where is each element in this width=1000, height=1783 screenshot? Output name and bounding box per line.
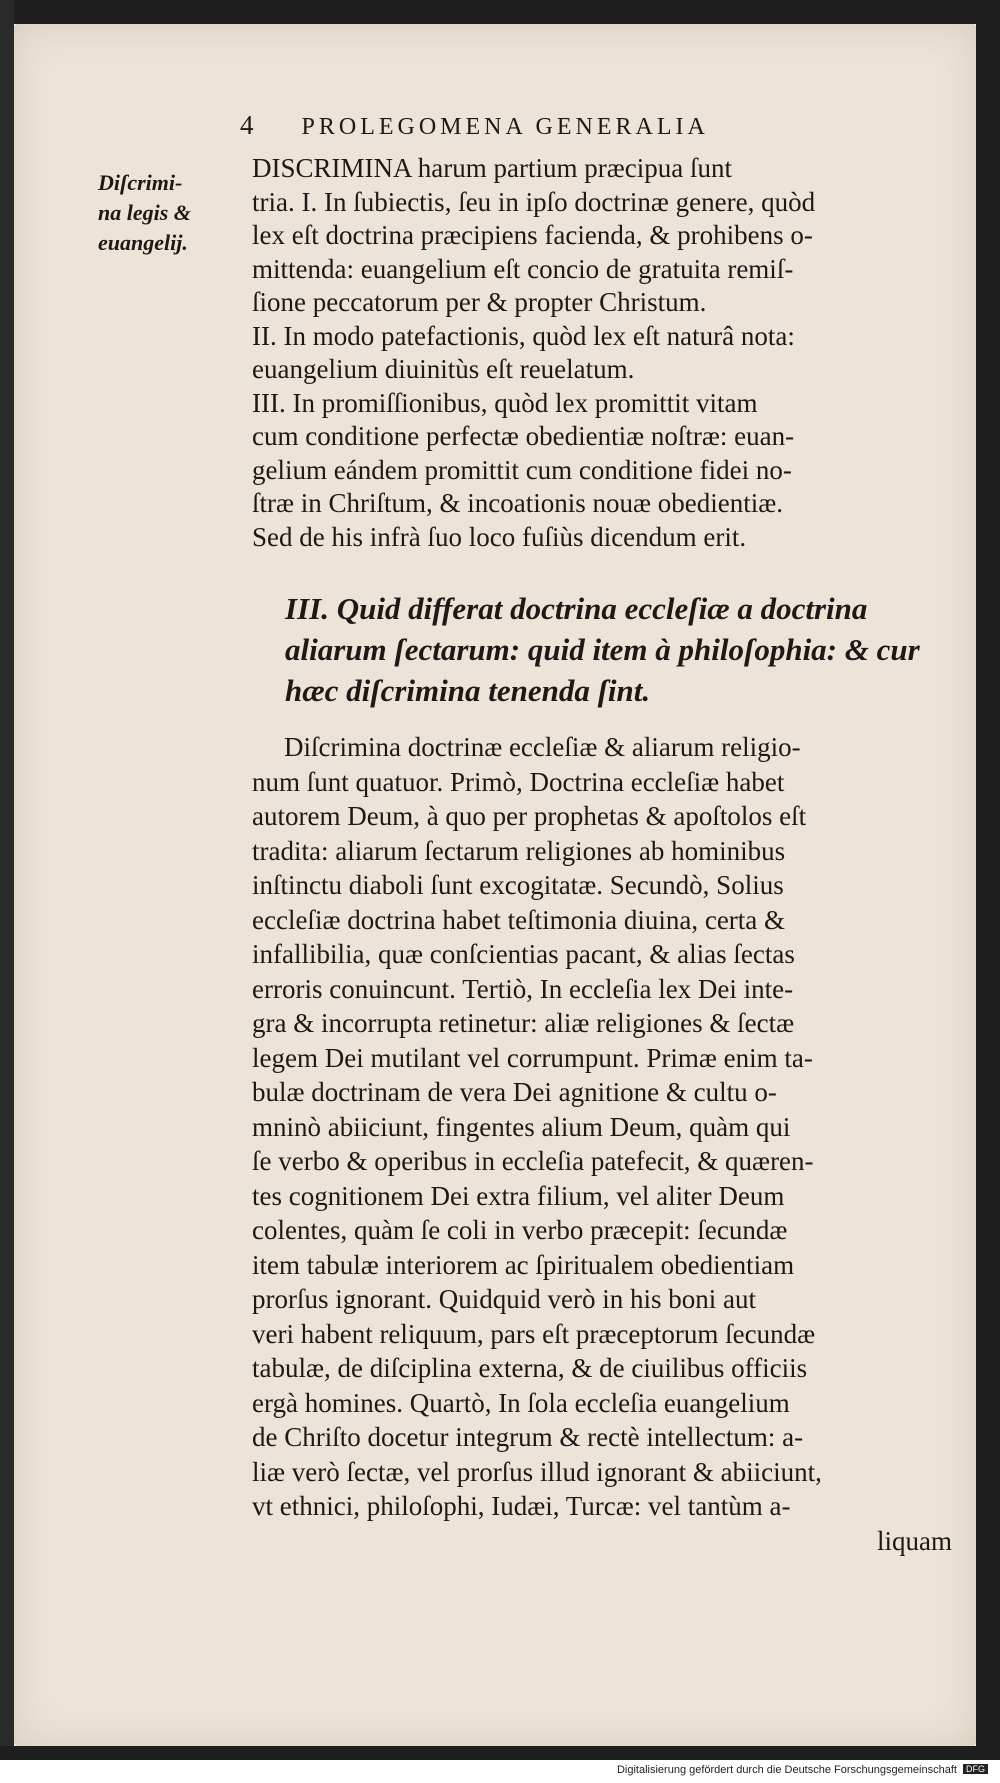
page-number: 4 <box>240 110 258 140</box>
text-line: tes cognitionem Dei extra filium, vel aliter Deum <box>252 1180 785 1211</box>
heading-line: III. Quid differat doctrina eccleſiæ a doctrina <box>285 591 868 626</box>
text-line: prorſus ignorant. Quidquid verò in his boni aut <box>252 1284 756 1314</box>
text-line: de Chriſto docetur integrum & rectè intellectum: a- <box>252 1422 804 1452</box>
text-line: infallibilia, quæ conſcientias pacant, & alias ſectas <box>252 939 795 969</box>
catchword: liquam <box>877 1525 952 1556</box>
heading-line: aliarum ſectarum: quid item à philoſophia: & cur <box>285 632 920 667</box>
text-line: autorem Deum, à quo per prophetas & apoſtolos eſt <box>252 801 807 831</box>
running-title: PROLEGOMENA GENERALIA <box>301 114 709 140</box>
text-line: ſe verbo & operibus in eccleſia patefecit, & quæren- <box>252 1146 814 1176</box>
scan-border-top <box>0 0 1000 24</box>
text-line: tabulæ, de diſciplina externa, & de ciuilibus officiis <box>252 1353 808 1383</box>
text-line: Diſcrimina doctrinæ eccleſiæ & aliarum religio- <box>284 732 801 762</box>
running-header <box>240 110 709 141</box>
text-line: legem Dei mutilant vel corrumpunt. Primæ enim ta- <box>252 1042 813 1073</box>
text-line: tria. I. In ſubiectis, ſeu in ipſo doctrinæ genere, quòd <box>252 186 816 217</box>
text-line: II. In modo patefactionis, quòd lex eſt naturâ nota: <box>252 320 795 351</box>
text-line: tradita: aliarum ſectarum religiones ab hominibus <box>252 835 786 866</box>
text-line: mninò abiiciunt, fingentes alium Deum, quàm qui <box>252 1111 791 1142</box>
scan-border-bottom <box>0 1746 1000 1760</box>
text-line: liæ verò ſectæ, vel prorſus illud ignorant & abiiciunt, <box>252 1456 822 1487</box>
section-heading <box>285 588 955 711</box>
text-line: erroris conuincunt. Tertiò, In eccleſia lex Dei inte- <box>252 973 794 1004</box>
margin-note-line: Diſcrimi- <box>98 170 183 195</box>
text-line: gelium eándem promittit cum conditione fidei no- <box>252 454 792 485</box>
paragraph-discrimina-legis <box>252 152 952 554</box>
scan-border-right <box>976 0 1000 1760</box>
margin-note <box>98 168 238 258</box>
digitization-credit <box>617 1764 988 1776</box>
text-line: num ſunt quatuor. Primò, Doctrina eccleſiæ habet <box>252 766 785 797</box>
text-line: ergà homines. Quartò, In ſola eccleſia euangelium <box>252 1387 790 1418</box>
dfg-logo: DFG <box>963 1764 988 1774</box>
text-line: eccleſiæ doctrina habet teſtimonia diuina, certa & <box>252 904 786 935</box>
text-line: cum conditione perfectæ obedientiæ noſtræ: euan- <box>252 421 795 451</box>
paragraph-discrimina-doctrinae <box>252 730 952 1558</box>
scan-border-left <box>0 0 14 1760</box>
text-line: lex eſt doctrina præcipiens facienda, & prohibens o- <box>252 220 813 250</box>
text-line: colentes, quàm ſe coli in verbo præcepit: ſecundæ <box>252 1215 788 1245</box>
text-line: DISCRIMINA harum partium præcipua ſunt <box>252 153 732 183</box>
heading-line: hæc diſcrimina tenenda ſint. <box>285 673 651 708</box>
text-line: item tabulæ interiorem ac ſpiritualem obedientiam <box>252 1249 795 1280</box>
text-line: III. In promiſſionibus, quòd lex promittit vitam <box>252 387 758 418</box>
text-line: ſtræ in Chriſtum, & incoationis nouæ obedientiæ. <box>252 488 783 518</box>
text-line: euangelium diuinitùs eſt reuelatum. <box>252 354 635 384</box>
credit-text: Digitalisierung gefördert durch die Deutsche Forschungsgemeinschaft <box>616 1764 957 1776</box>
text-line: bulæ doctrinam de vera Dei agnitione & cultu o- <box>252 1077 777 1107</box>
text-line: mittenda: euangelium eſt concio de gratuita remiſ- <box>252 253 794 284</box>
text-line: Sed de his infrà ſuo loco fuſiùs dicendum erit. <box>252 521 747 552</box>
margin-note-line: na legis & <box>98 200 191 225</box>
text-line: inſtinctu diaboli ſunt excogitatæ. Secundò, Solius <box>252 870 784 900</box>
text-line: ſione peccatorum per & propter Christum. <box>252 287 707 317</box>
margin-note-line: euangelij. <box>98 230 188 255</box>
text-line: veri habent reliquum, pars eſt præceptorum ſecundæ <box>252 1318 816 1349</box>
text-line: gra & incorrupta retinetur: aliæ religiones & ſectæ <box>252 1008 795 1038</box>
text-line: vt ethnici, philoſophi, Iudæi, Turcæ: vel tantùm a- <box>252 1491 791 1521</box>
